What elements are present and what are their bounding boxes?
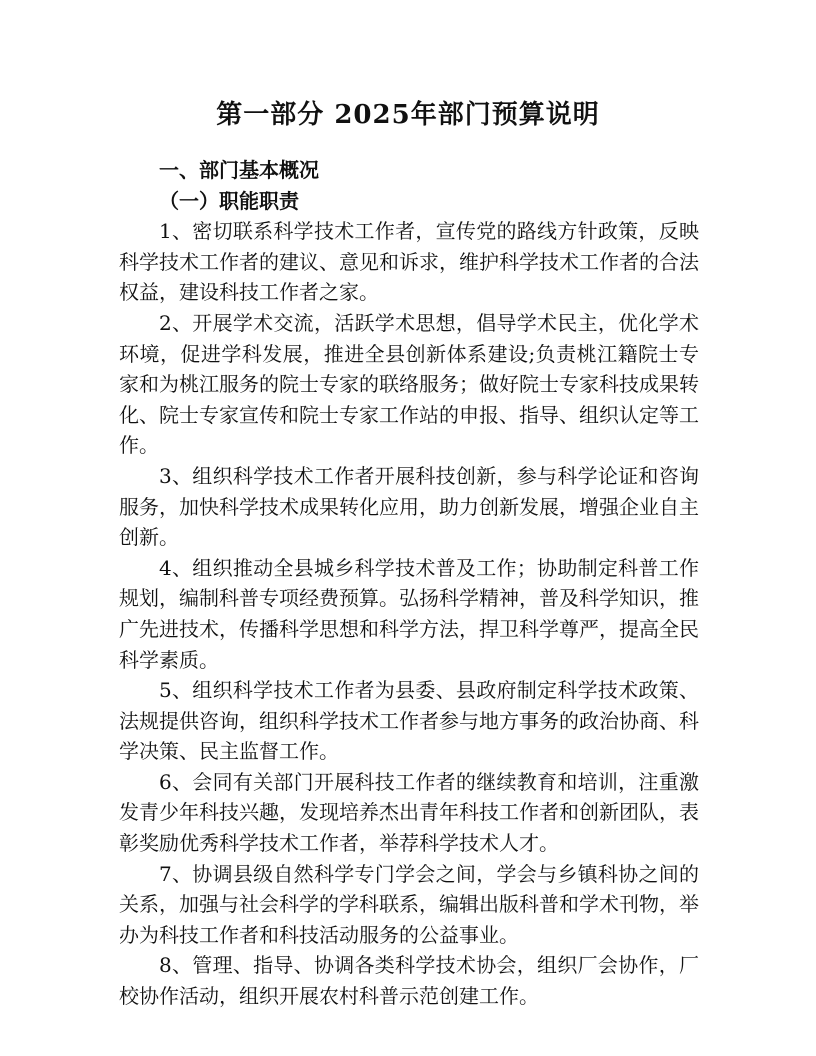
paragraph-7: 7、协调县级自然科学专门学会之间，学会与乡镇科协之间的关系，加强与社会科学的学科联系，编辑出版科普和学术刊物，举办为科技工作者和科技活动服务的公益事业。 bbox=[119, 861, 699, 947]
paragraph-8: 8、管理、指导、协调各类科学技术协会，组织厂会协作，厂校协作活动，组织开展农村科普示范创建工作。 bbox=[119, 953, 699, 1009]
paragraph-5: 5、组织科学技术工作者为县委、县政府制定科学技术政策、法规提供咨询，组织科学技术工作者参与地方事务的政治协商、科学决策、民主监督工作。 bbox=[119, 678, 699, 764]
document-body bbox=[119, 155, 699, 1012]
paragraph-1: 1、密切联系科学技术工作者，宣传党的路线方针政策，反映科学技术工作者的建议、意见和诉求，维护科学技术工作者的合法权益，建设科技工作者之家。 bbox=[119, 219, 699, 305]
paragraph-4: 4、组织推动全县城乡科学技术普及工作；协助制定科普工作规划，编制科普专项经费预算。弘扬科学精神，普及科学知识，推广先进技术，传播科学思想和科学方法，捍卫科学尊严，提高全民科学素质。 bbox=[119, 555, 699, 672]
section-heading: 一、部门基本概况 bbox=[159, 158, 319, 182]
paragraph-6: 6、会同有关部门开展科技工作者的继续教育和培训，注重激发青少年科技兴趣，发现培养杰出青年科技工作者和创新团队，表彰奖励优秀科学技术工作者，举荐科学技术人才。 bbox=[119, 769, 699, 856]
paragraph-2: 2、开展学术交流，活跃学术思想，倡导学术民主，优化学术环境，促进学科发展，推进全县创新体系建设;负责桃江籍院士专家和为桃江服务的院士专家的联络服务；做好院士专家科技成果转化、院士专家宣传和院士专家工作站的申报、指导、组织认定等工作。 bbox=[119, 310, 699, 458]
subsection-heading: （一）职能职责 bbox=[159, 188, 299, 213]
page-title: 第一部分 2025年部门预算说明 bbox=[216, 100, 600, 130]
paragraph-3: 3、组织科学技术工作者开展科技创新，参与科学论证和咨询服务，加快科学技术成果转化应用，助力创新发展，增强企业自主创新。 bbox=[119, 463, 699, 550]
